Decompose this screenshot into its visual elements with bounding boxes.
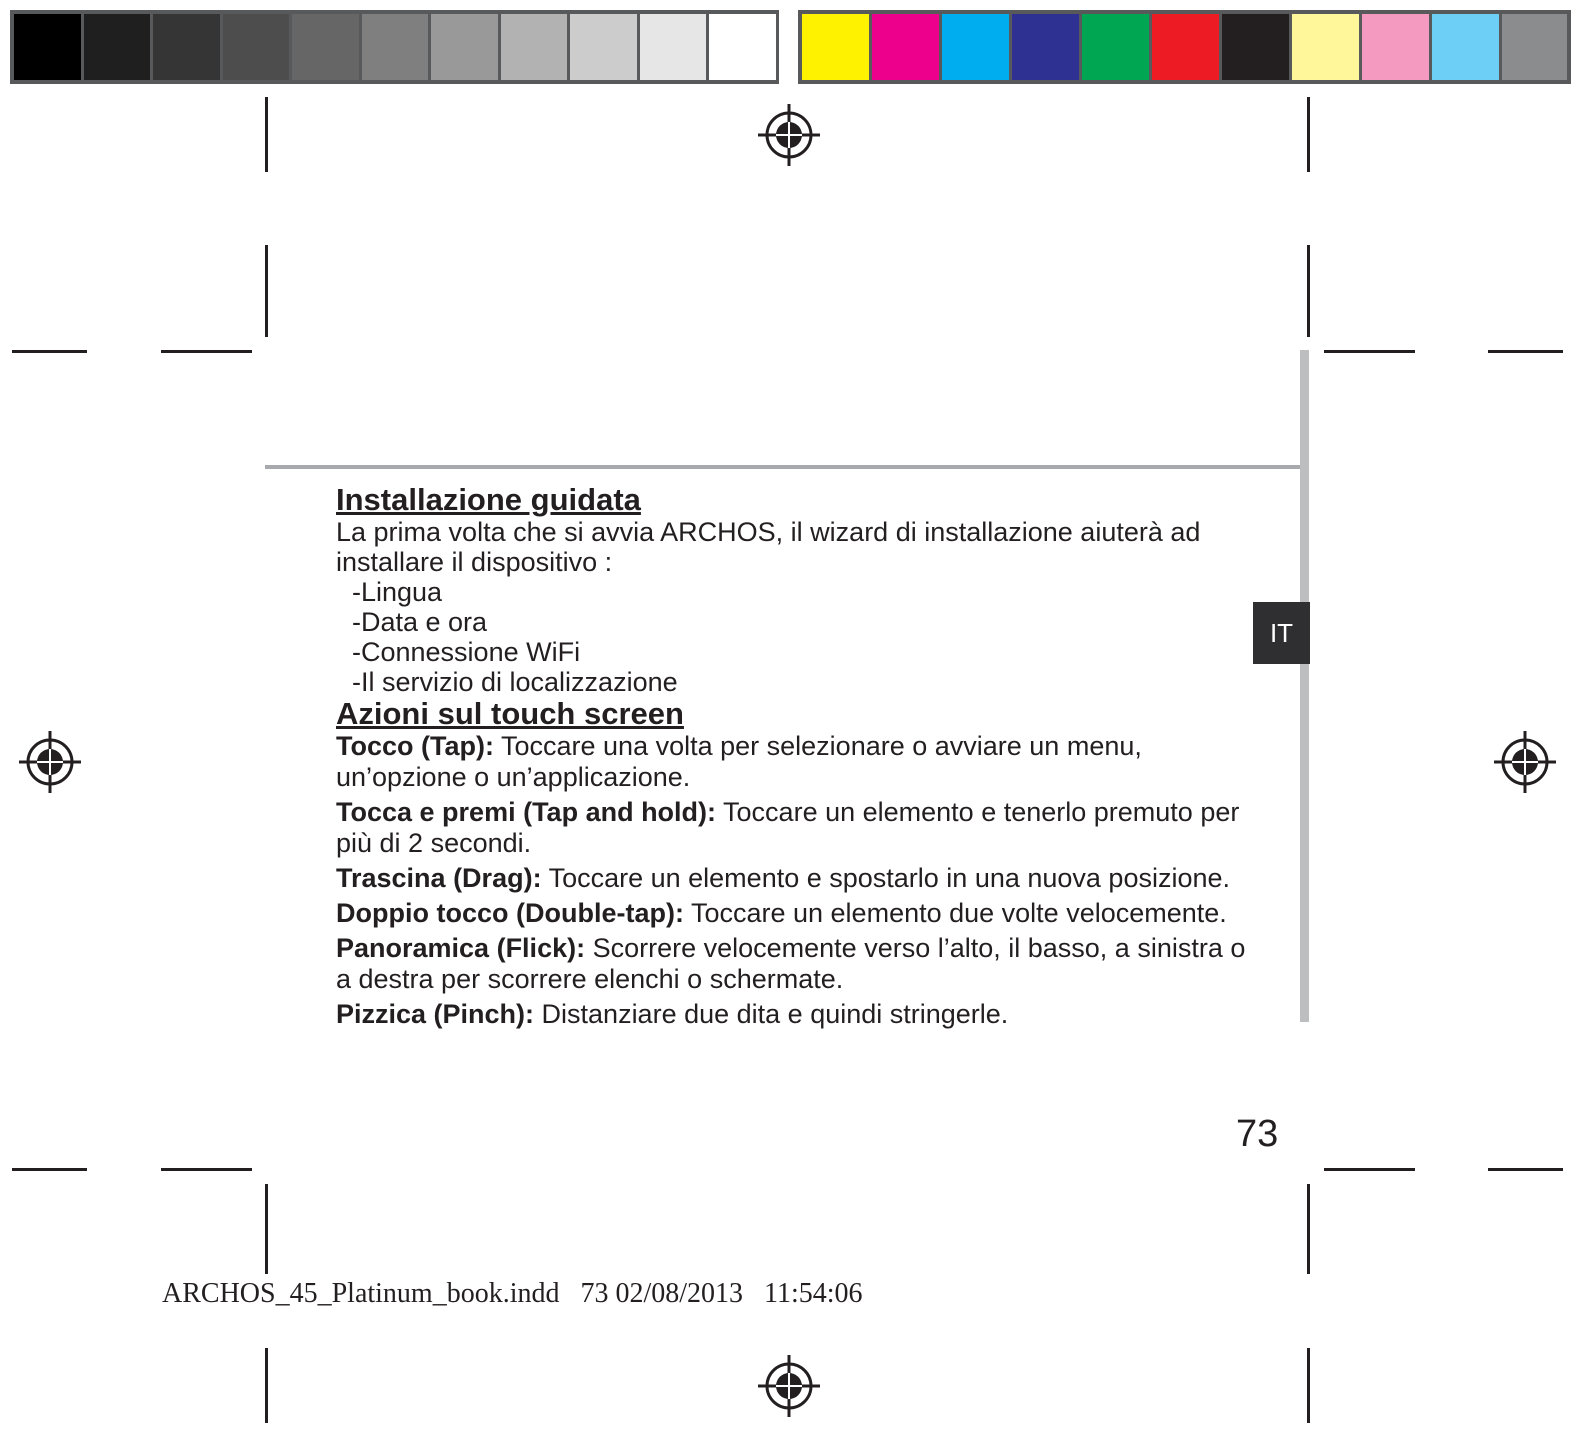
page-number: 73	[1236, 1113, 1279, 1155]
crop-mark	[265, 245, 268, 337]
gesture-item	[336, 863, 1256, 894]
gray-swatch	[709, 14, 776, 80]
section-heading-touch-actions: Azioni sul touch screen	[336, 696, 684, 731]
top-rule	[265, 465, 1309, 469]
registration-mark-icon	[19, 731, 81, 793]
side-rule	[1300, 350, 1309, 1022]
gesture-description: Scorrere velocemente verso l’alto, il basso, a sinistra o a destra per scorrere elenchi o schermate.	[336, 933, 1246, 994]
gesture-term: Trascina (Drag):	[336, 863, 542, 893]
gray-swatch	[431, 14, 498, 80]
process-swatch	[1502, 14, 1567, 80]
process-swatch	[1362, 14, 1429, 80]
gray-swatch	[84, 14, 151, 80]
gesture-item	[336, 797, 1256, 859]
gesture-item	[336, 999, 1256, 1030]
gesture-term: Doppio tocco (Double-tap):	[336, 898, 684, 928]
process-swatch	[942, 14, 1009, 80]
gray-swatch	[14, 14, 81, 80]
bullet-item: -Connessione WiFi	[352, 637, 581, 667]
gesture-description: Distanziare due dita e quindi stringerle.	[534, 999, 1009, 1029]
crop-mark	[265, 1184, 268, 1274]
gray-swatch	[640, 14, 707, 80]
crop-mark	[265, 1348, 268, 1423]
gesture-description: Toccare un elemento due volte velocemente.	[683, 898, 1227, 928]
bullet-item: -Data e ora	[352, 607, 488, 637]
gesture-description: Toccare un elemento e tenerlo premuto per più di 2 secondi.	[336, 797, 1240, 858]
gray-swatch	[223, 14, 290, 80]
crop-mark	[1307, 1348, 1310, 1423]
process-swatch	[1222, 14, 1289, 80]
gesture-item	[336, 933, 1256, 995]
process-swatch	[802, 14, 869, 80]
process-swatch	[1012, 14, 1079, 80]
registration-mark-icon	[758, 1355, 820, 1417]
gesture-item	[336, 898, 1256, 929]
language-tab: IT	[1253, 602, 1310, 664]
crop-mark	[1488, 1168, 1563, 1171]
crop-mark	[161, 1168, 252, 1171]
crop-mark	[1307, 245, 1310, 337]
crop-mark	[1324, 350, 1415, 353]
gray-swatch	[570, 14, 637, 80]
gesture-item	[336, 731, 1256, 793]
gray-swatch	[362, 14, 429, 80]
gesture-term: Tocca e premi (Tap and hold):	[336, 797, 717, 827]
crop-mark	[1307, 1184, 1310, 1274]
process-swatch	[1432, 14, 1499, 80]
crop-mark	[12, 350, 87, 353]
gray-swatch	[292, 14, 359, 80]
process-swatch	[872, 14, 939, 80]
print-slug: ARCHOS_45_Platinum_book.indd 73 02/08/2013 11:54:06	[162, 1278, 863, 1309]
gray-swatch	[501, 14, 568, 80]
gesture-description: Toccare un elemento e spostarlo in una nuova posizione.	[541, 863, 1231, 893]
gesture-description: Toccare una volta per selezionare o avviare un menu, un’opzione o un’applicazione.	[336, 731, 1142, 792]
crop-mark	[12, 1168, 87, 1171]
process-swatch	[1292, 14, 1359, 80]
gray-swatch	[153, 14, 220, 80]
process-swatch	[1082, 14, 1149, 80]
gesture-term: Panoramica (Flick):	[336, 933, 586, 963]
bullet-item: -Lingua	[352, 577, 443, 607]
process-swatch	[1152, 14, 1219, 80]
gesture-term: Tocco (Tap):	[336, 731, 494, 761]
crop-mark	[1324, 1168, 1415, 1171]
crop-mark	[161, 350, 252, 353]
crop-mark	[1307, 97, 1310, 172]
bullet-item: -Il servizio di localizzazione	[352, 667, 678, 697]
section-heading-installation: Installazione guidata	[336, 482, 641, 517]
page-content	[336, 483, 1256, 1034]
registration-mark-icon	[758, 104, 820, 166]
intro-line: La prima volta che si avvia ARCHOS, il wizard di installazione aiuterà ad	[336, 517, 1201, 547]
intro-line: installare il dispositivo :	[336, 547, 613, 577]
registration-mark-icon	[1494, 731, 1556, 793]
crop-mark	[1488, 350, 1563, 353]
crop-mark	[265, 97, 268, 172]
gesture-term: Pizzica (Pinch):	[336, 999, 535, 1029]
